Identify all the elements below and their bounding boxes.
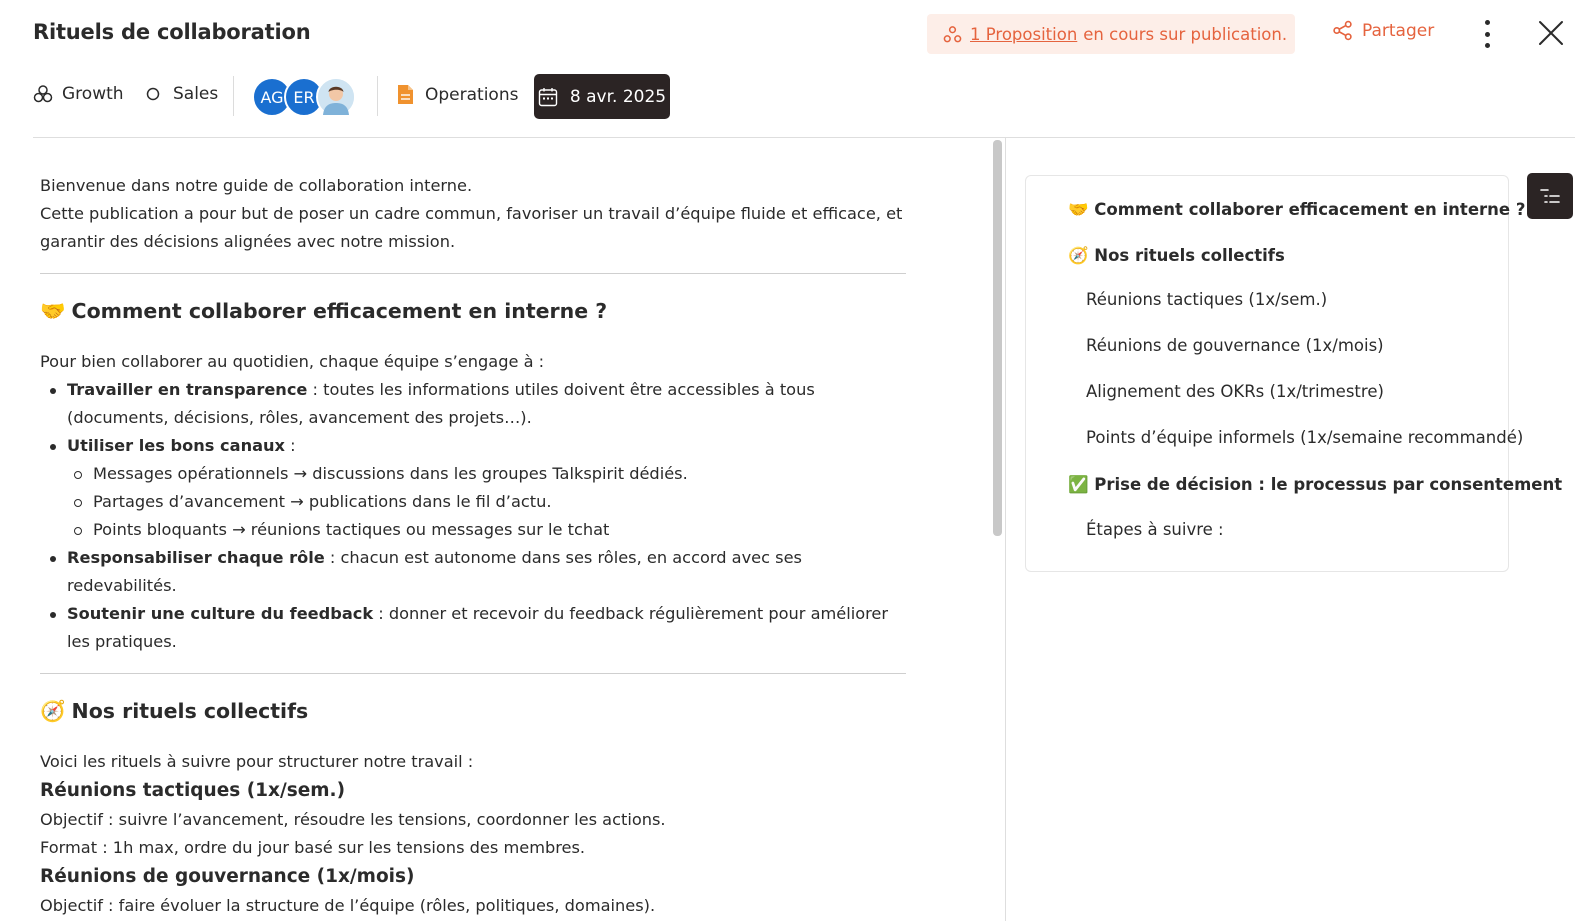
proposal-text: en cours sur publication.	[1083, 24, 1288, 44]
outline-list-icon	[1539, 187, 1561, 205]
proposal-banner	[927, 14, 1295, 54]
calendar-icon	[538, 87, 558, 107]
page-title: Rituels de collaboration	[33, 20, 311, 44]
bullet-list	[40, 544, 906, 656]
list-item: Soutenir une culture du feedback : donner et recevoir du feedback régulièrement pour améliorer les pratiques.	[40, 600, 906, 656]
separator	[377, 76, 378, 116]
tag-sales[interactable]	[146, 84, 218, 104]
section-title: Comment collaborer efficacement en interne ?	[71, 299, 608, 323]
header	[0, 0, 1586, 68]
proposal-icon	[943, 25, 962, 44]
toc-item[interactable]: Réunions de gouvernance (1x/mois)	[1086, 336, 1384, 355]
toc-item[interactable]: Alignement des OKRs (1x/trimestre)	[1086, 382, 1384, 401]
proposal-link[interactable]: 1 Proposition	[970, 24, 1078, 44]
paragraph: Objectif : suivre l’avancement, résoudre les tensions, coordonner les actions.	[40, 810, 666, 829]
toc-toggle-button[interactable]	[1527, 173, 1573, 219]
date-button[interactable]	[534, 74, 670, 119]
sub-list	[40, 460, 906, 544]
avatar-photo[interactable]	[316, 77, 356, 117]
meta-row	[0, 70, 1586, 126]
sub-list-item: Points bloquants → réunions tactiques ou messages sur le tchat	[40, 516, 906, 544]
share-icon	[1332, 20, 1353, 41]
sub-list-item: Partages d’avancement → publications dans le fil d’actu.	[40, 488, 906, 516]
section-heading	[40, 696, 906, 726]
intro-line: Bienvenue dans notre guide de collaboration interne.	[40, 176, 473, 195]
toc-item[interactable]: 🧭 Nos rituels collectifs	[1068, 246, 1285, 265]
section-lead: Pour bien collaborer au quotidien, chaque équipe s’engage à :	[40, 352, 545, 371]
avatar[interactable]: AG	[252, 77, 292, 117]
separator	[233, 76, 234, 116]
document-icon	[397, 84, 414, 105]
toc-item[interactable]: Points d’équipe informels (1x/semaine recommandé)	[1086, 428, 1524, 447]
paragraph: Format : 1h max, ordre du jour basé sur les tensions des membres.	[40, 838, 586, 857]
handshake-icon: 🤝	[40, 299, 66, 323]
bullet-list	[40, 376, 906, 460]
share-button[interactable]	[1332, 20, 1434, 41]
avatar[interactable]: ER	[284, 77, 324, 117]
close-icon[interactable]	[1538, 20, 1564, 46]
category-chip[interactable]	[397, 84, 518, 105]
toc-item[interactable]: ✅ Prise de décision : le processus par consentement	[1068, 475, 1563, 494]
more-options-icon[interactable]	[1476, 20, 1498, 48]
tag-growth[interactable]	[33, 84, 124, 104]
section-lead: Voici les rituels à suivre pour structurer notre travail :	[40, 752, 474, 771]
subsection-heading: Réunions tactiques (1x/sem.)	[40, 780, 346, 801]
toc-item[interactable]: 🤝 Comment collaborer efficacement en interne ?	[1068, 200, 1526, 219]
article-content	[40, 172, 906, 920]
compass-icon: 🧭	[40, 699, 66, 723]
toc-item[interactable]: Réunions tactiques (1x/sem.)	[1086, 290, 1328, 309]
scrollbar[interactable]	[993, 140, 1002, 536]
section-heading	[40, 296, 906, 326]
header-divider	[33, 137, 1575, 138]
list-item: Responsabiliser chaque rôle : chacun est autonome dans ses rôles, en accord avec ses redevabilités.	[40, 544, 906, 600]
tag-label: Growth	[62, 84, 124, 104]
panel-divider	[1005, 138, 1006, 921]
list-item: Travailler en transparence : toutes les informations utiles doivent être accessibles à tous (documents, décisions, rôles, avancement des projets…).	[40, 376, 906, 432]
subsection-heading: Réunions de gouvernance (1x/mois)	[40, 866, 415, 887]
group-icon	[33, 84, 53, 104]
table-of-contents	[1025, 175, 1563, 572]
category-label: Operations	[425, 84, 519, 105]
circle-icon	[146, 87, 160, 101]
tag-label: Sales	[173, 84, 219, 104]
divider	[40, 273, 906, 274]
toc-item[interactable]: Étapes à suivre :	[1086, 520, 1224, 539]
divider	[40, 673, 906, 674]
date-label: 8 avr. 2025	[569, 86, 667, 107]
person-avatar-icon	[318, 79, 354, 115]
intro-paragraph: Cette publication a pour but de poser un cadre commun, favoriser un travail d’équipe fluide et efficace, et garantir des décisions alignées avec notre mission.	[40, 204, 903, 251]
sub-list-item: Messages opérationnels → discussions dans les groupes Talkspirit dédiés.	[40, 460, 906, 488]
paragraph: Objectif : faire évoluer la structure de l’équipe (rôles, politiques, domaines).	[40, 896, 656, 915]
section-title: Nos rituels collectifs	[71, 699, 309, 723]
list-item: Utiliser les bons canaux :	[40, 432, 906, 460]
share-label: Partager	[1362, 20, 1435, 41]
